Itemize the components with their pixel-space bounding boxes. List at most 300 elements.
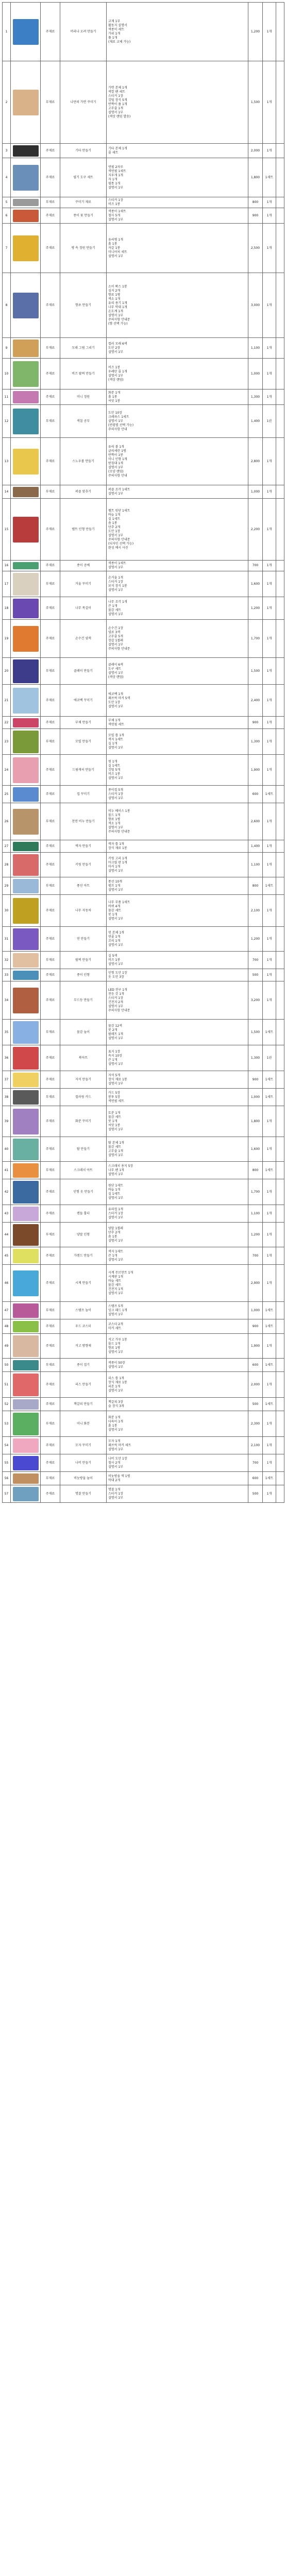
row-number: 13: [3, 438, 11, 485]
product-image-cell: [11, 224, 41, 273]
product-price: 1,500: [248, 658, 263, 685]
product-category: 주재료: [41, 1437, 60, 1454]
product-price: 3,200: [248, 981, 263, 1020]
product-price: 1,000: [248, 359, 263, 389]
product-description: 나비 도안 1장 철사 2개 설명서 1부: [107, 1454, 248, 1472]
table-row: [3, 3, 284, 61]
product-quantity: 1권: [263, 405, 276, 438]
product-description: 종이컵 5개 스티커 1장 설명서 1부: [107, 786, 248, 803]
product-name: 꾸미기 재료: [60, 197, 107, 208]
product-category: 주재료: [41, 208, 60, 224]
product-image-cell: [11, 927, 41, 952]
product-quantity: 1개: [263, 359, 276, 389]
product-note: [276, 895, 284, 927]
product-category: 주재료: [41, 1372, 60, 1398]
product-category: 주재료: [41, 786, 60, 803]
product-category: 주재료: [41, 1137, 60, 1162]
product-name: 탈 만들기: [60, 1137, 107, 1162]
product-image-cell: [11, 755, 41, 786]
product-description: 부채 1개 색연필 세트: [107, 717, 248, 729]
product-image-cell: [11, 620, 41, 658]
product-name: 비눗방울 놀이: [60, 1472, 107, 1485]
row-number: 1: [3, 3, 11, 61]
product-note: [276, 853, 284, 877]
table-row: [3, 786, 284, 803]
product-quantity: 1개: [263, 952, 276, 969]
product-image: [13, 409, 39, 434]
product-description: 손수건 1장 염료 3색 고무줄 5개 장갑 1켤레 설명서 1부 주의사항 안내문: [107, 620, 248, 658]
product-quantity: 1세트: [263, 786, 276, 803]
product-quantity: 1개: [263, 438, 276, 485]
product-name: 팔찌 만들기: [60, 952, 107, 969]
product-name: 시계 만들기: [60, 1265, 107, 1302]
row-number: 51: [3, 1372, 11, 1398]
product-image: [13, 928, 39, 950]
product-name: 컵 꾸미기: [60, 786, 107, 803]
product-description: 퍼즐 조각 1세트 설명서 1부: [107, 485, 248, 499]
product-image: [13, 1224, 39, 1246]
product-category: 부재료: [41, 729, 60, 755]
product-description: 클레이 6색 도구 세트 설명서 1부 (색상 랜덤): [107, 658, 248, 685]
product-category: 주재료: [41, 1398, 60, 1411]
product-category: 주재료: [41, 3, 60, 61]
product-image-cell: [11, 1089, 41, 1106]
product-price: 2,300: [248, 1411, 263, 1437]
product-note: [276, 981, 284, 1020]
row-number: 15: [3, 499, 11, 561]
product-image: [13, 210, 39, 222]
product-category: 주재료: [41, 359, 60, 389]
row-number: 38: [3, 1089, 11, 1106]
product-category: 주재료: [41, 1334, 60, 1359]
product-price: 1,000: [248, 1089, 263, 1106]
table-row: [3, 981, 284, 1020]
product-description: 토분 1개 물감 세트 붓 1개 씨앗 1봉 설명서 1부: [107, 1106, 248, 1137]
product-category: 부재료: [41, 803, 60, 840]
product-note: [276, 927, 284, 952]
table-row: [3, 144, 284, 158]
table-row: [3, 717, 284, 729]
product-category: 주재료: [41, 1106, 60, 1137]
row-number: 41: [3, 1162, 11, 1179]
product-price: 3,000: [248, 273, 263, 338]
product-description: 스티커 1장 비즈 1봉: [107, 197, 248, 208]
row-number: 4: [3, 158, 11, 197]
product-category: 주재료: [41, 853, 60, 877]
table-row: [3, 927, 284, 952]
product-description: 컬러 모래 6색 도안 2장 설명서 1부: [107, 338, 248, 359]
product-price: 1,300: [248, 389, 263, 405]
table-row: [3, 729, 284, 755]
product-quantity: 1개: [263, 61, 276, 144]
table-row: [3, 1089, 284, 1106]
product-price: 700: [248, 561, 263, 571]
table-row: [3, 1106, 284, 1137]
product-category: 주재료: [41, 1045, 60, 1071]
table-row: [3, 1454, 284, 1472]
row-number: 44: [3, 1223, 11, 1247]
product-price: 600: [248, 1472, 263, 1485]
product-name: 머리나 오려 만들기: [60, 3, 107, 61]
product-description: 소이 왁스 1봉 심지 2개 향료 1병 색소 1개 유리 용기 1개 나무 막대 1개 온도계 1개 설명서 1부 주의사항 안내문 (향 선택 가능): [107, 273, 248, 338]
product-note: [276, 1319, 284, 1334]
product-image-cell: [11, 158, 41, 197]
product-price: 1,900: [248, 755, 263, 786]
product-quantity: 1세트: [263, 1302, 276, 1319]
row-number: 8: [3, 273, 11, 338]
product-name: 나비 만들기: [60, 1454, 107, 1472]
product-name: 캔들 홀더: [60, 1205, 107, 1223]
product-quantity: 1개: [263, 3, 276, 61]
row-number: 33: [3, 969, 11, 981]
product-image-cell: [11, 1247, 41, 1265]
product-name: 색칠 공부: [60, 405, 107, 438]
product-image-cell: [11, 3, 41, 61]
table-row: [3, 1472, 284, 1485]
product-price: 2,900: [248, 1265, 263, 1302]
table-row: [3, 61, 284, 144]
product-image: [13, 235, 39, 261]
product-note: [276, 561, 284, 571]
table-row: [3, 561, 284, 571]
product-image-cell: [11, 359, 41, 389]
product-note: [276, 438, 284, 485]
product-image: [13, 1181, 39, 1204]
product-category: 부재료: [41, 485, 60, 499]
product-note: [276, 840, 284, 853]
product-image: [13, 731, 39, 753]
product-description: 스크래치 용지 5장 나무 펜 1개 설명서 1부: [107, 1162, 248, 1179]
product-description: 시계 무브먼트 1개 시계판 1개 바늘 세트 물감 세트 건전지 1개 설명서 1부: [107, 1265, 248, 1302]
product-image: [13, 517, 39, 543]
product-image: [13, 573, 39, 596]
table-row: [3, 895, 284, 927]
product-price: 1,300: [248, 1045, 263, 1071]
product-image-cell: [11, 895, 41, 927]
product-category: 주재료: [41, 895, 60, 927]
product-note: [276, 1071, 284, 1089]
product-price: 2,000: [248, 1372, 263, 1398]
table-row: [3, 224, 284, 273]
table-row: [3, 389, 284, 405]
product-note: [276, 571, 284, 597]
product-quantity: 1개: [263, 389, 276, 405]
product-description: 손거울 1개 스티커 1장 보석 장식 1봉 설명서 1부: [107, 571, 248, 597]
row-number: 45: [3, 1247, 11, 1265]
product-quantity: 1개: [263, 1137, 276, 1162]
product-category: 주재료: [41, 389, 60, 405]
product-image-cell: [11, 952, 41, 969]
product-name: 가랜드 만들기: [60, 1247, 107, 1265]
product-name: 액자 만들기: [60, 840, 107, 853]
product-image-cell: [11, 1045, 41, 1071]
product-price: 2,100: [248, 895, 263, 927]
product-image-cell: [11, 1223, 41, 1247]
product-image: [13, 19, 39, 45]
product-quantity: 1개: [263, 1454, 276, 1472]
product-note: [276, 1020, 284, 1045]
product-category: 부재료: [41, 1089, 60, 1106]
product-price: 700: [248, 952, 263, 969]
product-price: 2,600: [248, 803, 263, 840]
product-category: 주재료: [41, 144, 60, 158]
product-category: 부재료: [41, 952, 60, 969]
product-quantity: 1개: [263, 1437, 276, 1454]
product-name: 스탬프 놀이: [60, 1302, 107, 1319]
table-row: [3, 1437, 284, 1454]
product-name: 손수건 염색: [60, 620, 107, 658]
product-category: 주재료: [41, 158, 60, 197]
table-row: [3, 1398, 284, 1411]
product-image-cell: [11, 981, 41, 1020]
product-price: 500: [248, 1398, 263, 1411]
product-image: [13, 1207, 39, 1221]
product-price: 600: [248, 1359, 263, 1372]
product-price: 2,500: [248, 224, 263, 273]
table-row: [3, 620, 284, 658]
row-number: 34: [3, 981, 11, 1020]
product-image-cell: [11, 499, 41, 561]
product-image-cell: [11, 1179, 41, 1205]
product-note: [276, 1454, 284, 1472]
product-quantity: 1개: [263, 658, 276, 685]
row-number: 10: [3, 359, 11, 389]
product-note: [276, 1485, 284, 1503]
product-image-cell: [11, 1472, 41, 1485]
product-note: [276, 1372, 284, 1398]
product-note: [276, 499, 284, 561]
table-row: [3, 438, 284, 485]
product-price: 500: [248, 1485, 263, 1503]
product-name: 스노우볼 만들기: [60, 438, 107, 485]
product-quantity: 1세트: [263, 1319, 276, 1334]
product-note: [276, 685, 284, 717]
product-name: 기타 만들기: [60, 144, 107, 158]
product-quantity: 1개: [263, 1223, 276, 1247]
table-row: [3, 1265, 284, 1302]
product-description: 링 1개 실 1세트 깃털 5개 비즈 1봉 설명서 1부: [107, 755, 248, 786]
product-category: 부재료: [41, 1020, 60, 1045]
product-image-cell: [11, 1162, 41, 1179]
product-price: 900: [248, 208, 263, 224]
product-category: 주재료: [41, 927, 60, 952]
product-category: 주재료: [41, 1485, 60, 1503]
table-row: [3, 1302, 284, 1319]
row-number: 21: [3, 685, 11, 717]
product-description: 펠트 원단 1세트 바늘 1개 실 1세트 솜 1봉 단추 2개 도안 1장 설명서 1부 주의사항 안내문 (디자인 선택 가능) 완성 예시 사진: [107, 499, 248, 561]
product-image: [13, 165, 39, 191]
product-name: 화분 꾸미기: [60, 1106, 107, 1137]
product-price: 1,200: [248, 1223, 263, 1247]
product-description: 유리병 1개 흙 1봉 자갈 1봉 미니어처 세트 설명서 1부: [107, 224, 248, 273]
product-image: [13, 953, 39, 968]
product-note: [276, 717, 284, 729]
product-quantity: 1개: [263, 685, 276, 717]
product-name: 나만의 가면 꾸미기: [60, 61, 107, 144]
product-category: 주재료: [41, 1205, 60, 1223]
product-description: 탈 본체 1개 물감 세트 고무줄 1개 설명서 1부: [107, 1137, 248, 1162]
row-number: 26: [3, 803, 11, 840]
product-category: 주재료: [41, 620, 60, 658]
product-category: 주재료: [41, 273, 60, 338]
table-row: [3, 405, 284, 438]
product-price: 2,100: [248, 1437, 263, 1454]
product-description: 비즈 1봉 우레탄 줄 1개 설명서 1부 (색상 랜덤): [107, 359, 248, 389]
product-description: 리스 틀 1개 장식 재료 1봉 리본 1개 설명서 1부: [107, 1372, 248, 1398]
product-price: 1,600: [248, 571, 263, 597]
product-description: 화분 1개 다육이 1개 흙 1봉 설명서 1부: [107, 1411, 248, 1437]
product-name: 물감 놀이: [60, 1020, 107, 1045]
product-note: [276, 1411, 284, 1437]
product-description: 모빌 틀 1개 색지 1세트 실 1개 설명서 1부: [107, 729, 248, 755]
product-description: 연 본체 1개 연줄 1개 꼬리 1개 설명서 1부: [107, 927, 248, 952]
product-description: 표지 1장 속지 10장 끈 1개 설명서 1부: [107, 1045, 248, 1071]
product-note: [276, 1302, 284, 1319]
product-image-cell: [11, 61, 41, 144]
product-note: [276, 359, 284, 389]
product-price: 2,200: [248, 499, 263, 561]
product-description: 유리컵 1개 스티커 1장 설명서 1부: [107, 1205, 248, 1223]
product-name: 종이 꽃 만들기: [60, 208, 107, 224]
table-row: [3, 1162, 284, 1179]
product-category: 주재료: [41, 597, 60, 620]
product-image: [13, 391, 39, 403]
row-number: 9: [3, 338, 11, 359]
product-image-cell: [11, 1205, 41, 1223]
product-note: [276, 61, 284, 144]
product-name: 양말 인형: [60, 1223, 107, 1247]
product-quantity: 1개: [263, 1485, 276, 1503]
product-name: 연 만들기: [60, 927, 107, 952]
row-number: 39: [3, 1106, 11, 1137]
product-image: [13, 898, 39, 924]
product-note: [276, 1205, 284, 1223]
product-image: [13, 293, 39, 318]
product-image: [13, 842, 39, 851]
product-price: 800: [248, 197, 263, 208]
table-row: [3, 853, 284, 877]
product-description: 풍선 10개 펌프 1개 설명서 1부: [107, 877, 248, 895]
product-image: [13, 971, 39, 980]
product-quantity: 1세트: [263, 1020, 276, 1045]
product-name: 석고 방향제: [60, 1334, 107, 1359]
product-image-cell: [11, 208, 41, 224]
product-image: [13, 1321, 39, 1332]
product-price: 1,700: [248, 1179, 263, 1205]
product-name: 인형 옷 만들기: [60, 1179, 107, 1205]
table-row: [3, 197, 284, 208]
product-description: 비눗방울 액 1병 막대 2개: [107, 1472, 248, 1485]
product-table: [2, 2, 284, 1503]
product-image: [13, 1438, 39, 1453]
row-number: 31: [3, 927, 11, 952]
table-row: [3, 1247, 284, 1265]
product-price: 500: [248, 969, 263, 981]
product-description: 교재 1부 활동지 설명서 색종이 세트 가위 1개 풀 1개 (재료 교체 가능): [107, 3, 248, 61]
product-image-cell: [11, 717, 41, 729]
product-image: [13, 1335, 39, 1357]
product-note: [276, 1472, 284, 1485]
product-name: 모빌 만들기: [60, 729, 107, 755]
product-category: 주재료: [41, 224, 60, 273]
product-image: [13, 688, 39, 714]
product-description: 색종이 1세트 설명서 1부: [107, 561, 248, 571]
row-number: 37: [3, 1071, 11, 1089]
product-quantity: 1개: [263, 1205, 276, 1223]
table-row: [3, 208, 284, 224]
product-quantity: 1세트: [263, 1071, 276, 1089]
product-note: [276, 755, 284, 786]
product-note: [276, 158, 284, 197]
product-quantity: 1개: [263, 895, 276, 927]
product-name: 스크래치 아트: [60, 1162, 107, 1179]
row-number: 46: [3, 1265, 11, 1302]
row-number: 36: [3, 1045, 11, 1071]
product-image: [13, 1487, 39, 1501]
product-category: 주재료: [41, 438, 60, 485]
product-category: 주재료: [41, 755, 60, 786]
product-image-cell: [11, 438, 41, 485]
row-number: 12: [3, 405, 11, 438]
table-row: [3, 658, 284, 685]
product-name: 모자 꾸미기: [60, 1437, 107, 1454]
product-image-cell: [11, 1454, 41, 1472]
product-name: 나무 목걸이: [60, 597, 107, 620]
product-quantity: 1개: [263, 927, 276, 952]
product-image-cell: [11, 786, 41, 803]
product-category: 부재료: [41, 1472, 60, 1485]
row-number: 32: [3, 952, 11, 969]
product-name: 풍선 아트: [60, 877, 107, 895]
table-row: [3, 877, 284, 895]
product-image-cell: [11, 597, 41, 620]
product-name: 드림캐처 만들기: [60, 755, 107, 786]
row-number: 49: [3, 1334, 11, 1359]
product-name: 키링 만들기: [60, 853, 107, 877]
product-price: 1,000: [248, 485, 263, 499]
product-description: 물감 12색 붓 2개 팔레트 1개 설명서 1부: [107, 1020, 248, 1045]
product-category: 주재료: [41, 840, 60, 853]
product-note: [276, 803, 284, 840]
table-row: [3, 840, 284, 853]
product-quantity: 1개: [263, 144, 276, 158]
product-image-cell: [11, 405, 41, 438]
row-number: 18: [3, 597, 11, 620]
product-note: [276, 1223, 284, 1247]
product-image-cell: [11, 389, 41, 405]
product-description: 키링 고리 1개 아크릴 판 1개 마커 1개 설명서 1부: [107, 853, 248, 877]
product-image-cell: [11, 1437, 41, 1454]
product-quantity: 1개: [263, 499, 276, 561]
product-quantity: 1개: [263, 1411, 276, 1437]
row-number: 48: [3, 1319, 11, 1334]
product-description: 원단 1세트 바늘 1개 실 1세트 설명서 1부: [107, 1179, 248, 1205]
product-quantity: 1세트: [263, 1162, 276, 1179]
table-row: [3, 1372, 284, 1398]
product-category: 주재료: [41, 1247, 60, 1265]
product-price: 2,800: [248, 438, 263, 485]
product-image: [13, 659, 39, 683]
table-row: [3, 803, 284, 840]
product-image-cell: [11, 1071, 41, 1089]
product-category: 부재료: [41, 338, 60, 359]
product-quantity: 1개: [263, 1106, 276, 1137]
product-image: [13, 1399, 39, 1410]
row-number: 17: [3, 571, 11, 597]
product-name: 병 속 정원 만들기: [60, 224, 107, 273]
product-image-cell: [11, 273, 41, 338]
product-image-cell: [11, 1398, 41, 1411]
